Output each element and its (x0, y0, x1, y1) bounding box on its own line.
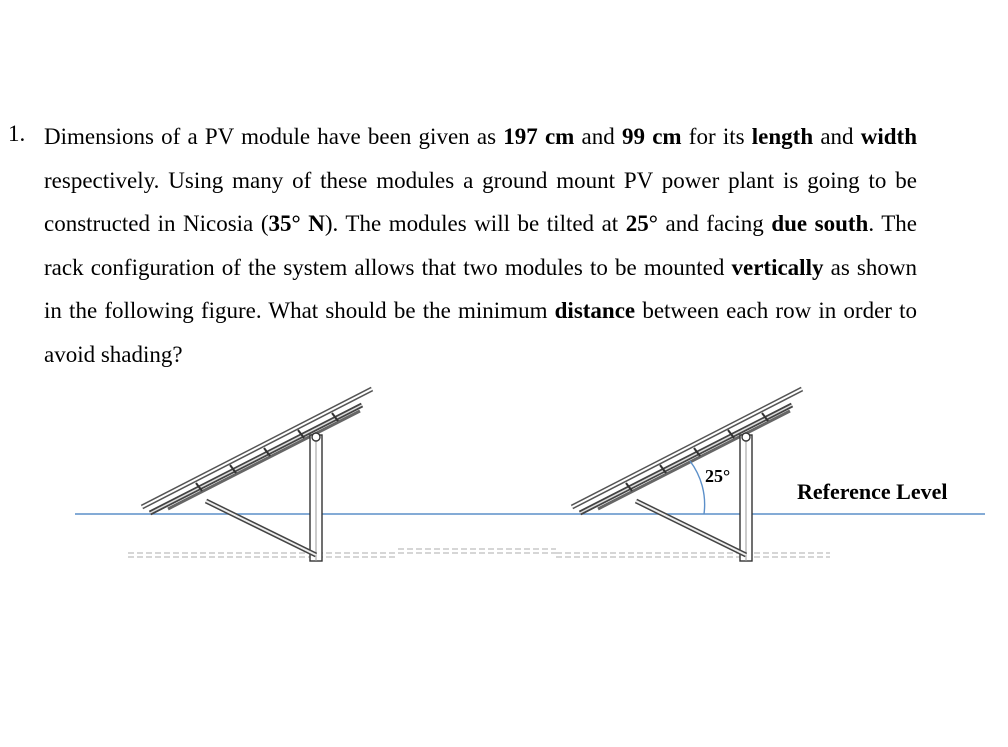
ground-line (128, 549, 830, 557)
question-number: 1. (8, 121, 26, 146)
text-segment: Dimensions of a PV module have been given as (44, 124, 504, 149)
pv-rack-left (142, 389, 372, 561)
text-segment: for its (681, 124, 752, 149)
tilt-angle-arc (690, 461, 705, 514)
tilt-angle-label: 25° (705, 466, 731, 486)
text-segment: and (813, 124, 861, 149)
bold-term: due south (771, 211, 869, 237)
bold-term: width (860, 124, 917, 149)
text-segment: and facing (657, 211, 772, 237)
rack-figure (0, 375, 1008, 585)
bold-term: distance (554, 298, 636, 324)
text-segment: ). The modules will be tilted at (324, 211, 626, 237)
pv-rack-right (572, 389, 802, 561)
reference-level-label: Reference Level (797, 479, 948, 504)
bold-term: 25° (625, 211, 658, 237)
bold-term: 197 cm (503, 124, 575, 149)
text-segment: . The rack configuration of the system allows that two modules to be mounted (44, 211, 918, 280)
bold-term: 99 cm (621, 124, 682, 149)
bold-term: length (751, 124, 814, 149)
text-segment: and (574, 124, 622, 149)
text-segment: between each row in order to avoid shading? (44, 298, 917, 367)
bold-term: vertically (731, 254, 824, 280)
question-paragraph (44, 115, 917, 377)
text-segment: respectively. Using many of these modules a ground mount PV power plant is going to be constructed in Nicosia ( (44, 167, 917, 237)
bold-term: 35° N (268, 211, 325, 237)
text-segment: as shown in the following figure. What should be the minimum (44, 254, 917, 324)
